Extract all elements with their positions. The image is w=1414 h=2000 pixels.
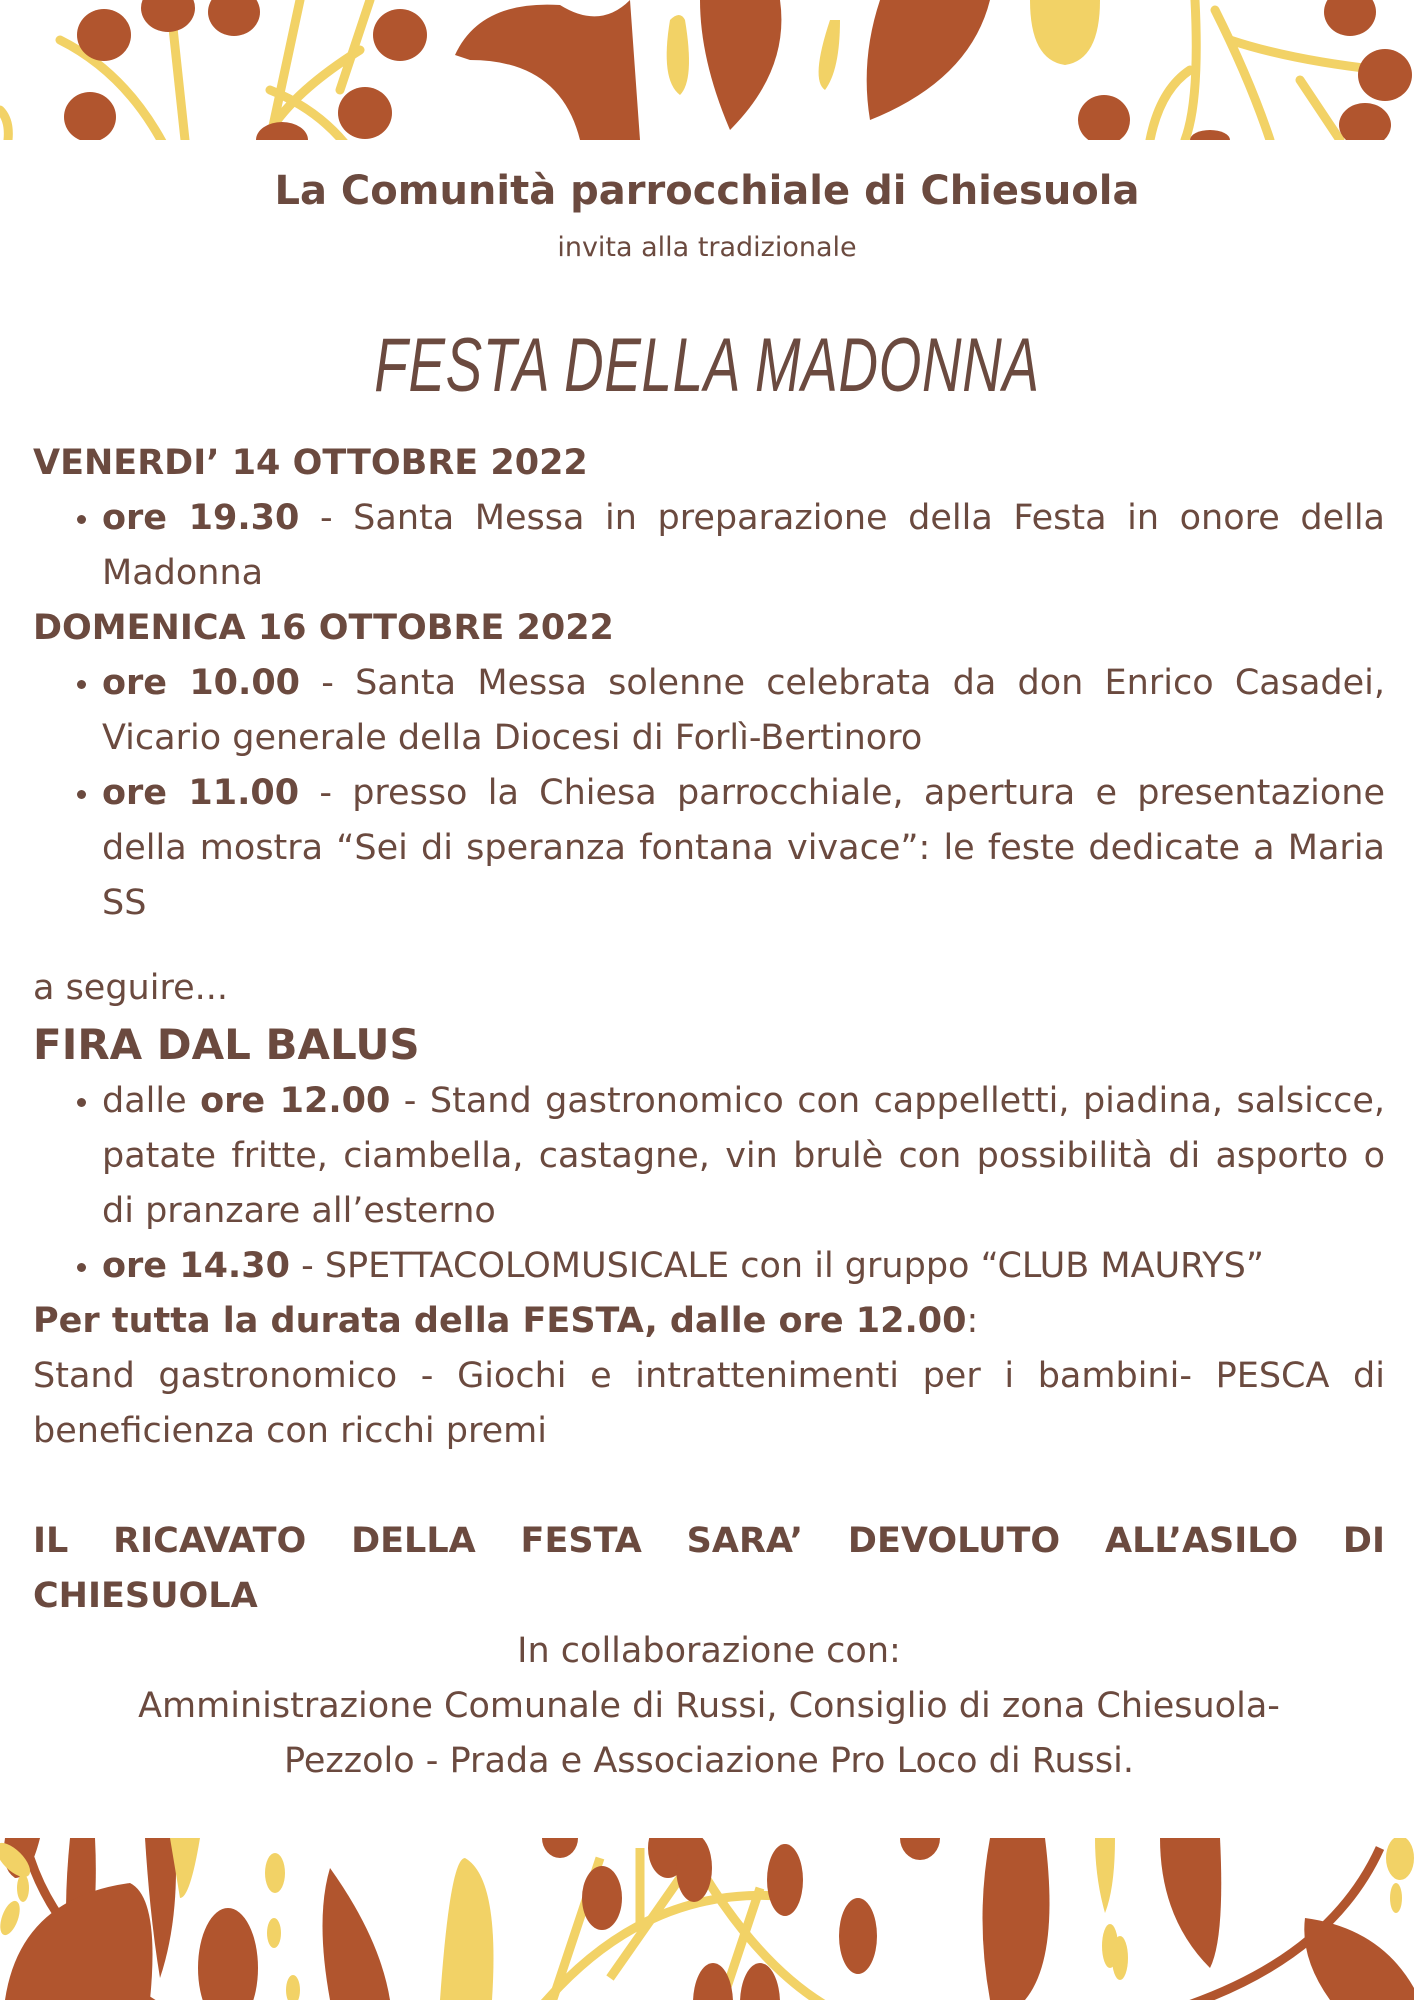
schedule-prefix: dalle	[102, 1081, 201, 1121]
day-heading: VENERDI’ 14 OTTOBRE 2022	[33, 443, 588, 483]
schedule-text: - Santa Messa in preparazione della Festa in onore della Madonna	[102, 498, 1385, 593]
collaboration-partners: Amministrazione Comunale di Russi, Consiglio di zona Chiesuola-Pezzolo - Prada e Associazione Pro Loco di Russi.	[138, 1686, 1280, 1781]
duration-heading	[33, 1294, 1385, 1349]
schedule-item	[102, 1239, 1385, 1294]
schedule-item	[102, 1074, 1385, 1239]
program-content	[33, 436, 1385, 1789]
duration-colon: :	[966, 1301, 979, 1341]
top-floral-decoration	[0, 0, 1414, 140]
schedule-text: - Santa Messa solenne celebrata da don Enrico Casadei, Vicario generale della Diocesi di Forlì-Bertinoro	[102, 663, 1386, 758]
schedule-time: ore 19.30	[102, 498, 300, 538]
schedule-time: ore 14.30	[102, 1246, 290, 1286]
schedule-item	[102, 766, 1385, 931]
schedule-text: - presso la Chiesa parrocchiale, apertura e presentazione della mostra “Sei di speranza fontana vivace”: le feste dedicate a Maria SS	[102, 773, 1386, 923]
collaboration-label: In collaborazione con:	[517, 1631, 901, 1671]
invite-subtitle: invita alla tradizionale	[557, 232, 857, 263]
day-heading: DOMENICA 16 OTTOBRE 2022	[33, 608, 614, 648]
schedule-time: ore 11.00	[102, 773, 300, 813]
schedule-item	[102, 656, 1385, 766]
day-schedule	[33, 491, 1385, 601]
event-title: FESTA DELLA MADONNA	[374, 323, 1040, 408]
bottom-floral-decoration	[0, 1838, 1414, 2000]
schedule-text: - SPETTACOLOMUSICALE con il gruppo “CLUB MAURYS”	[289, 1246, 1264, 1286]
proceeds-notice: IL RICAVATO DELLA FESTA SARA’ DEVOLUTO ALL’ASILO DI CHIESUOLA	[33, 1521, 1385, 1616]
schedule-item	[102, 491, 1385, 601]
day-schedule	[33, 656, 1385, 931]
organizer-heading: La Comunità parrocchiale di Chiesuola	[274, 168, 1140, 214]
duration-label: Per tutta la durata della FESTA, dalle ore 12.00	[33, 1301, 967, 1341]
fira-heading: FIRA DAL BALUS	[33, 1020, 420, 1069]
follow-text: a seguire...	[33, 968, 228, 1008]
fira-schedule	[33, 1074, 1385, 1294]
schedule-time: ore 10.00	[102, 663, 301, 703]
duration-text: Stand gastronomico - Giochi e intrattenimenti per i bambini- PESCA di beneficienza con ricchi premi	[33, 1356, 1385, 1451]
schedule-time: ore 12.00	[200, 1081, 391, 1121]
schedule-text: - Stand gastronomico con cappelletti, piadina, salsicce, patate fritte, ciambella, castagne, vin brulè con possibilità di asporto o di pranzare all’esterno	[102, 1081, 1385, 1231]
